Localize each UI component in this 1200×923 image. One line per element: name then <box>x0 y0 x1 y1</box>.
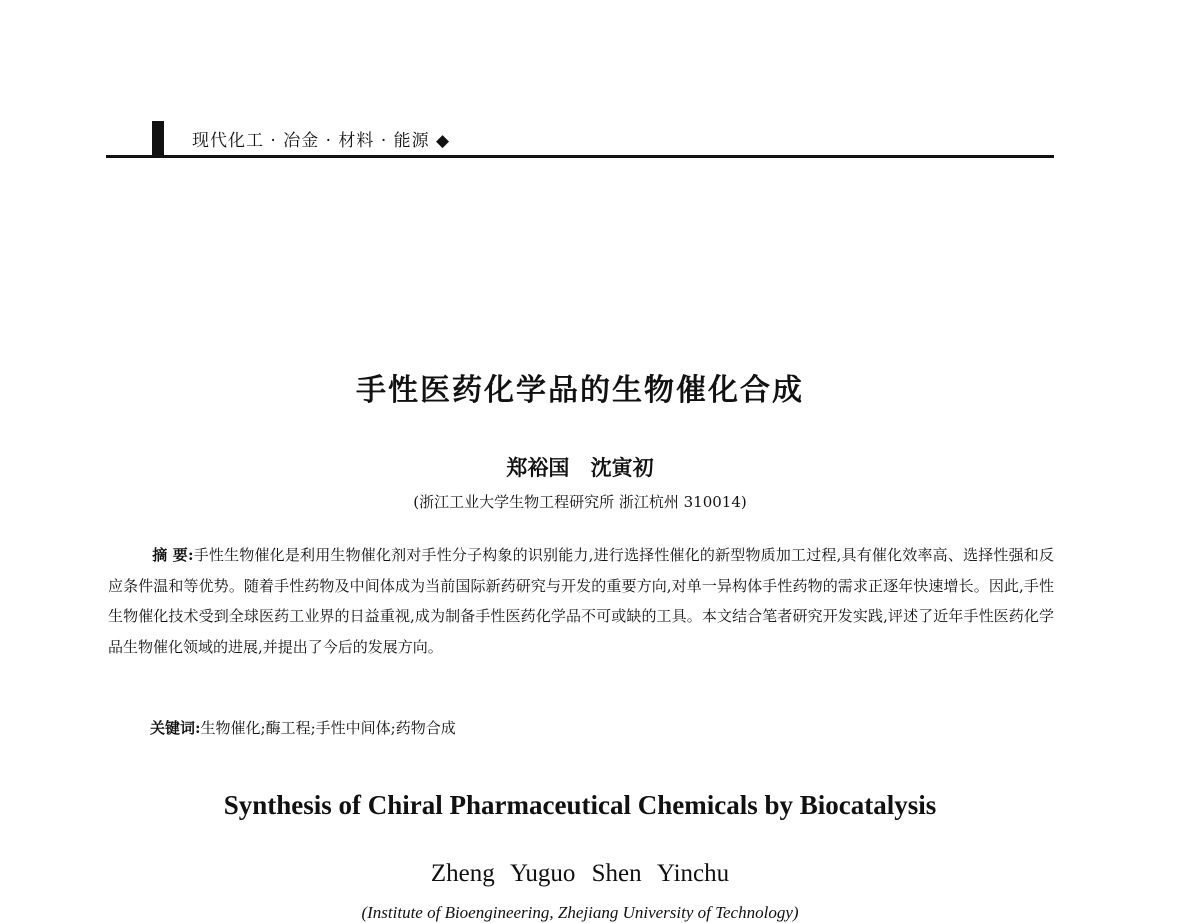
authors-cn: 郑裕国 沈寅初 <box>506 455 654 480</box>
affiliation-cn: (浙江工业大学生物工程研究所 浙江杭州 310014) <box>413 493 747 511</box>
keywords-label: 关键词: <box>150 719 201 737</box>
keywords <box>150 717 1050 738</box>
abstract-text: 手性生物催化是利用生物催化剂对手性分子构象的识别能力,进行选择性催化的新型物质加工过程,具有催化效率高、选择性强和反应条件温和等优势。随着手性药物及中间体成为当前国际新药研究与开发的重要方向,对单一异构体手性药物的需求正逐年快速增长。因此,手性生物催化技术受到全球医药工业界的日益重视,成为制备手性医药化学品不可或缺的工具。本文结合笔者研究开发实践,评述了近年手性医药化学品生物催化领域的进展,并提出了今后的发展方向。 <box>108 546 1054 656</box>
journal-header: 现代化工 · 冶金 · 材料 · 能源 ◆ <box>192 131 451 151</box>
affiliation-en: (Institute of Bioengineering, Zhejiang University of Technology) <box>361 903 799 922</box>
header-marker-bar <box>152 121 164 157</box>
authors-en: Zheng Yuguo Shen Yinchu <box>430 860 730 887</box>
abstract <box>108 540 1054 662</box>
header-rule <box>106 155 1054 158</box>
paper-title-cn: 手性医药化学品的生物催化合成 <box>356 373 804 408</box>
abstract-label: 摘 要: <box>152 546 194 564</box>
keywords-text: 生物催化;酶工程;手性中间体;药物合成 <box>200 719 456 737</box>
paper-title-en: Synthesis of Chiral Pharmaceutical Chemicals by Biocatalysis <box>223 790 937 820</box>
